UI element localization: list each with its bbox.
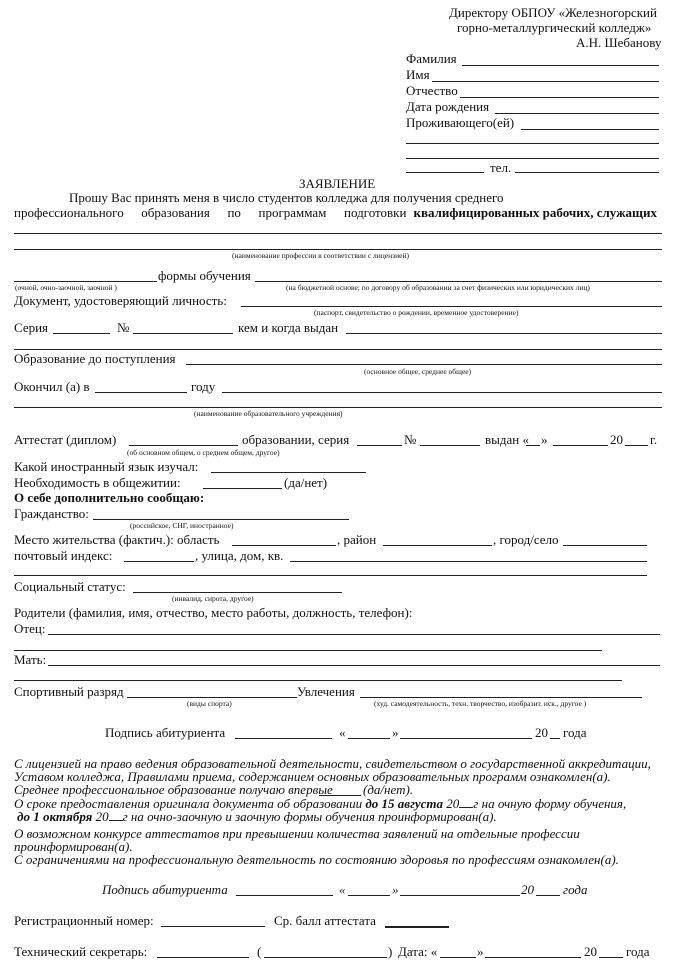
region-line — [232, 545, 336, 546]
intro-word-2: образования — [141, 205, 210, 220]
intro-line-1: Прошу Вас принять меня в число студентов колледжа для получения среднего — [69, 190, 504, 205]
signature-2-line — [236, 895, 333, 896]
year-label: году — [191, 379, 216, 394]
avg-score-line — [385, 926, 449, 928]
number-line — [133, 333, 233, 334]
signature-1-line — [235, 738, 332, 739]
dormitory-hint: (да/нет) — [284, 475, 328, 490]
postcode-label: почтовый индекс: — [14, 548, 113, 563]
patronymic-line — [460, 97, 659, 98]
original-note-pre: О сроке предоставления оригинала документа об образовании — [14, 796, 363, 811]
number-label: № — [117, 320, 130, 335]
id-doc-hint: (паспорт, свидетельство о рождении, временное удостоверение) — [314, 308, 519, 317]
addressee-line-1: Директору ОБПОУ «Железногорский — [449, 5, 657, 20]
sport-hint: (виды спорта) — [187, 699, 232, 708]
study-form-line — [14, 281, 157, 282]
signature-2-day-line — [348, 895, 390, 896]
funding-line — [255, 281, 662, 282]
education-line — [186, 364, 662, 365]
address-line-extra — [14, 575, 647, 576]
certificate-label: Аттестат (диплом) — [14, 432, 117, 447]
signature-2-year-prefix: 20 — [521, 882, 534, 897]
issued-date-label: выдан « — [485, 432, 529, 447]
signature-1-open-quote: « — [339, 725, 346, 740]
footer-year-suffix: года — [626, 944, 650, 959]
surname-label: Фамилия — [406, 51, 457, 66]
license-note-line-2: Уставом колледжа, Правилами приема, содержанием основных образовательных программ ознакомлен(а). — [14, 769, 611, 784]
id-doc-line — [241, 306, 662, 307]
residing-line-1 — [521, 129, 659, 130]
certificate-type-line — [129, 445, 238, 446]
postcode-line — [124, 561, 194, 562]
sport-line — [127, 697, 297, 698]
institution-line-2 — [14, 407, 662, 408]
language-label: Какой иностранный язык изучал: — [14, 459, 199, 474]
original-note-date-2: до 1 октября — [17, 809, 93, 824]
license-note-line-1: С лицензией на право ведения образовательной деятельности, свидетельством о государственной аккредитации, — [14, 756, 651, 771]
funding-hint: (на бюджетной основе; по договору об образовании за счет физических или юридических лиц) — [286, 283, 590, 292]
father-line-2 — [14, 650, 602, 651]
signature-1-label: Подпись абитуриента — [105, 725, 226, 740]
language-line — [211, 472, 366, 473]
phone-label: тел. — [490, 160, 512, 175]
avg-score-label: Ср. балл аттестата — [274, 913, 376, 928]
signature-2-month-line — [400, 895, 520, 896]
district-line — [383, 545, 492, 546]
issued-year-suffix: г. — [650, 432, 658, 447]
addressee-line-3: А.Н. Шебанову — [576, 35, 662, 50]
hobby-line — [360, 697, 642, 698]
social-status-hint: (инвалид, сирота, другое) — [172, 594, 254, 603]
original-note-line-2 — [17, 810, 497, 823]
mother-line-2 — [14, 680, 622, 681]
intro-word-1: профессионального — [14, 205, 124, 220]
signature-1-year-prefix: 20 — [535, 725, 548, 740]
first-time-note: Среднее профессиональное образование получаю впервые — [14, 782, 333, 797]
citizenship-line — [93, 519, 349, 520]
residing-line-4 — [406, 172, 484, 173]
city-line — [563, 545, 647, 546]
about-heading: О себе дополнительно сообщаю: — [14, 490, 205, 505]
series-label: Серия — [14, 320, 49, 335]
reg-number-label: Регистрационный номер: — [14, 913, 154, 928]
qualification-bold: квалифицированных рабочих, служащих — [413, 205, 657, 220]
footer-year-line — [599, 957, 623, 958]
signature-2-close-quote: » — [392, 882, 399, 897]
district-label: , район — [337, 532, 377, 547]
residence-label: Место жительства (фактич.): область — [14, 532, 220, 547]
issued-year-line — [625, 445, 648, 446]
secretary-label: Технический секретарь: — [14, 944, 148, 959]
original-note-year-1-line — [459, 807, 473, 808]
father-line-1 — [48, 634, 660, 635]
dormitory-label: Необходимость в общежитии: — [14, 475, 181, 490]
series-line — [53, 333, 110, 334]
hobby-hint: (худ. самодеятельность, техн. творчество, изобразит. иск., другое ) — [374, 699, 587, 708]
issued-month-line — [553, 445, 608, 446]
city-label: , город/село — [493, 532, 559, 547]
social-status-label: Социальный статус: — [14, 579, 126, 594]
name-line — [432, 81, 659, 82]
original-note-post-2: г на очно-заочную и заочную формы обучения проинформирован(а). — [122, 809, 497, 824]
intro-line-2 — [14, 206, 657, 219]
secretary-name-line — [264, 957, 387, 958]
phone-line — [515, 172, 659, 173]
graduated-year-line — [95, 392, 187, 393]
education-label: Образование до поступления — [14, 351, 176, 366]
name-label: Имя — [406, 67, 430, 82]
cert-number-line — [420, 445, 480, 446]
intro-word-3: по — [227, 205, 241, 220]
secretary-paren-close: ) — [388, 944, 393, 959]
original-note-post-1: г на очную форму обучения, — [473, 796, 627, 811]
footer-year-prefix: 20 — [584, 944, 597, 959]
institution-line-1 — [222, 392, 662, 393]
parents-label: Родители (фамилия, имя, отчество, место работы, должность, телефон): — [14, 605, 413, 620]
mother-label: Мать: — [14, 652, 47, 667]
education-series-label: образовании, серия — [242, 432, 350, 447]
signature-1-year-line — [550, 738, 560, 739]
signature-1-day-line — [348, 738, 390, 739]
patronymic-label: Отчество — [406, 83, 458, 98]
cert-number-label: № — [404, 432, 417, 447]
reg-number-line — [161, 926, 265, 927]
original-note-date-1: до 15 августа — [365, 796, 444, 811]
father-label: Отец: — [14, 621, 46, 636]
profession-line-2 — [14, 249, 662, 250]
original-note-year-2-line — [109, 820, 123, 821]
issued-line-2 — [14, 349, 662, 350]
birthdate-line — [495, 113, 659, 114]
residing-line-2 — [406, 143, 659, 144]
issued-day-line — [526, 445, 540, 446]
signature-1-month-line — [400, 738, 532, 739]
issued-label: кем и когда выдан — [238, 320, 339, 335]
footer-date-mid: » — [477, 944, 484, 959]
intro-word-5: подготовки — [343, 205, 407, 220]
citizenship-label: Гражданство: — [14, 506, 89, 521]
document-title: ЗАЯВЛЕНИЕ — [299, 176, 376, 191]
profession-line-1 — [14, 233, 662, 234]
sport-label: Спортивный разряд — [14, 684, 124, 699]
original-note-year-2: 20 — [95, 809, 109, 824]
mother-line-1 — [48, 665, 660, 666]
issued-year-prefix: 20 — [610, 432, 623, 447]
graduated-label: Окончил (а) в — [14, 379, 90, 394]
institution-hint: (наименование образовательного учреждения) — [194, 409, 343, 418]
id-doc-label: Документ, удостоверяющий личность: — [14, 293, 227, 308]
secretary-paren-open: ( — [257, 944, 262, 959]
signature-2-year-line — [536, 895, 560, 896]
signature-1-close-quote: » — [392, 725, 399, 740]
contest-note-line-2: проинформирован(а). — [14, 839, 133, 854]
footer-date-label: Дата: « — [398, 944, 438, 959]
street-label: , улица, дом, кв. — [195, 548, 284, 563]
signature-2-year-suffix: года — [563, 882, 588, 897]
profession-hint: (наименование профессии в соответствии с лицензией) — [232, 251, 409, 260]
contest-note-line-1: О возможном конкурсе аттестатов при превышении количества заявлений на отдельные профессии — [14, 826, 580, 841]
secretary-signature-line — [157, 957, 249, 958]
study-form-hint: (очной, очно-заочной, заочной ) — [15, 283, 117, 292]
first-time-hint: (да/нет). — [363, 782, 414, 797]
cert-series-line — [357, 445, 402, 446]
surname-line — [462, 65, 659, 66]
residing-line-3 — [406, 158, 659, 159]
issued-line-1 — [346, 333, 662, 334]
signature-2-open-quote: « — [339, 882, 346, 897]
issued-date-mid: » — [541, 432, 548, 447]
study-form-label: формы обучения — [158, 268, 251, 283]
certificate-hint: (об основном общем, о среднем общем, другое) — [127, 448, 280, 457]
health-note: С ограничениями на профессиональную деятельность по состоянию здоровья по профессиям ознакомлен(а). — [14, 852, 619, 867]
education-hint: (основное общее, среднее общее) — [364, 367, 472, 376]
signature-1-year-suffix: года — [563, 725, 587, 740]
original-note-year-1: 20 — [446, 796, 460, 811]
signature-2-label: Подпись абитуриента — [102, 882, 228, 897]
hobby-label: Увлечения — [297, 684, 355, 699]
footer-day-line — [440, 957, 476, 958]
intro-word-4: программам — [258, 205, 327, 220]
addressee-line-2: горно-металлургический колледж» — [457, 20, 652, 35]
social-status-line — [133, 592, 342, 593]
birthdate-label: Дата рождения — [406, 99, 490, 114]
footer-month-line — [485, 957, 581, 958]
residing-label: Проживающего(ей) — [406, 115, 515, 130]
dormitory-line — [203, 488, 282, 489]
citizenship-hint: (российское, СНГ, иностранное) — [130, 521, 234, 530]
street-line — [290, 561, 647, 562]
